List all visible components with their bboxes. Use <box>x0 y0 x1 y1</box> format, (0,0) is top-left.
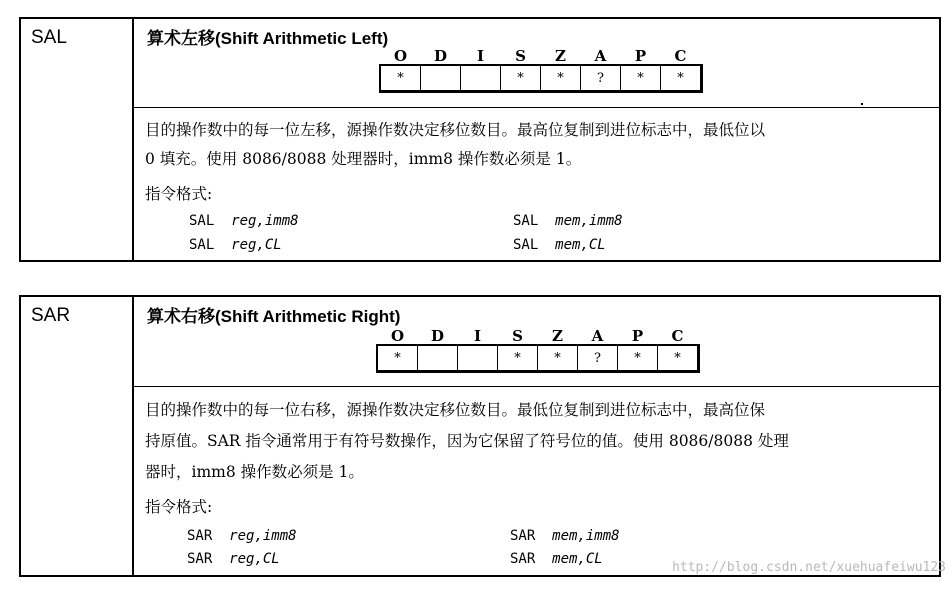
syntax-args: mem,CL <box>555 237 606 253</box>
mnemonic: SAL <box>31 27 67 48</box>
flag-value: * <box>501 66 541 91</box>
description-line: 0 填充。使用 8086/8088 处理器时，imm8 操作数必须是 1。 <box>145 150 582 168</box>
flag-value: * <box>541 66 581 91</box>
flag-value: * <box>378 346 418 371</box>
flag-header: C <box>674 47 687 65</box>
flag-value: * <box>498 346 538 371</box>
sal-section <box>19 17 941 262</box>
flag-header: S <box>512 327 523 345</box>
flag-header: I <box>473 327 482 345</box>
syntax-op: SAL <box>513 213 539 229</box>
flag-header: C <box>671 327 684 345</box>
flags-table <box>377 327 698 371</box>
flag-header: S <box>515 47 526 65</box>
description-line: 目的操作数中的每一位右移，源操作数决定移位数目。最低位复制到进位标志中，最高位保 <box>145 401 766 419</box>
instruction-title: 算术右移(Shift Arithmetic Right) <box>147 307 401 326</box>
syntax-op: SAR <box>510 551 536 567</box>
syntax-args: mem,imm8 <box>552 528 620 544</box>
syntax-args: reg,imm8 <box>231 213 299 229</box>
flag-value: * <box>661 66 701 91</box>
syntax-line <box>189 237 282 253</box>
flag-header: D <box>433 47 447 65</box>
syntax-args: mem,CL <box>552 551 603 567</box>
syntax-args: reg,CL <box>231 237 282 253</box>
syntax-op: SAL <box>189 213 215 229</box>
syntax-args: mem,imm8 <box>555 213 623 229</box>
description-line: 目的操作数中的每一位左移，源操作数决定移位数目。最高位复制到进位标志中，最低位以 <box>145 121 766 139</box>
flag-value: * <box>658 346 698 371</box>
flag-header: A <box>591 327 604 345</box>
flag-value <box>461 66 501 91</box>
syntax-line <box>513 237 606 253</box>
instruction-title: 算术左移(Shift Arithmetic Left) <box>147 29 389 48</box>
flag-header: Z <box>552 327 563 345</box>
flag-value: * <box>538 346 578 371</box>
description <box>145 116 931 174</box>
watermark: http://blog.csdn.net/xuehuafeiwu123 <box>672 560 946 575</box>
syntax-op: SAR <box>510 528 536 544</box>
flag-header: I <box>476 47 485 65</box>
flag-value <box>458 346 498 371</box>
syntax-op: SAL <box>513 237 539 253</box>
syntax-line <box>513 213 623 229</box>
flag-value: * <box>618 346 658 371</box>
flag-value: * <box>381 66 421 91</box>
flag-header: O <box>393 47 408 65</box>
description <box>145 395 931 488</box>
format-label: 指令格式: <box>145 498 213 516</box>
description-line: 器时，imm8 操作数必须是 1。 <box>145 463 364 481</box>
syntax-line <box>510 551 603 567</box>
flag-value: * <box>621 66 661 91</box>
header-divider <box>132 386 939 387</box>
header-divider <box>132 107 939 108</box>
syntax-line <box>510 528 620 544</box>
flag-header: P <box>634 47 647 65</box>
syntax-args: reg,imm8 <box>229 528 297 544</box>
flag-header: O <box>390 327 405 345</box>
flag-value <box>418 346 458 371</box>
syntax-line <box>187 551 280 567</box>
syntax-op: SAR <box>187 528 213 544</box>
flag-value <box>421 66 461 91</box>
column-divider <box>132 19 134 260</box>
flag-header: Z <box>555 47 566 65</box>
flag-header: A <box>594 47 607 65</box>
flag-header: P <box>631 327 644 345</box>
speck <box>861 103 863 105</box>
sar-section <box>19 295 941 577</box>
syntax-op: SAL <box>189 237 215 253</box>
format-label: 指令格式: <box>145 185 213 203</box>
flag-value: ? <box>578 346 618 371</box>
syntax-op: SAR <box>187 551 213 567</box>
mnemonic: SAR <box>31 305 71 326</box>
syntax-line <box>189 213 299 229</box>
column-divider <box>132 297 134 575</box>
flag-header: D <box>430 327 444 345</box>
description-line: 持原值。SAR 指令通常用于有符号数操作，因为它保留了符号位的值。使用 8086/8088 处理 <box>145 432 789 450</box>
syntax-line <box>187 528 297 544</box>
flags-table <box>380 47 701 91</box>
syntax-args: reg,CL <box>229 551 280 567</box>
flag-value: ? <box>581 66 621 91</box>
